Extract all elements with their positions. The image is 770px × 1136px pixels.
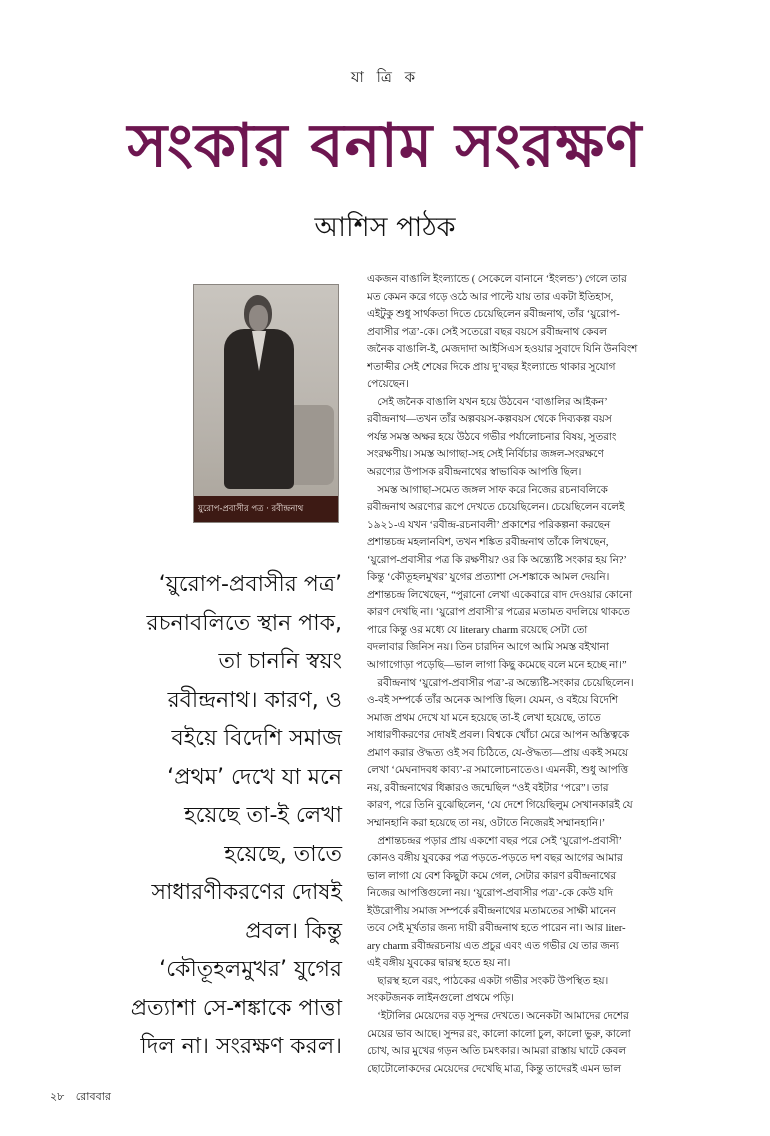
- pull-quote-line: বইয়ে বিদেশি সমাজ: [171, 726, 342, 751]
- body-line: সংরক্ষণীয়। সমস্ত আগাছা-সহ সেই নির্বিচার জঙ্গল-সংরক্ষণে: [367, 449, 604, 461]
- body-line: প্রশান্তচন্দ্র মহলানবিশ, তখন শঙ্কিত রবীন্দ্রনাথ তাঁকে লিখছেন,: [367, 537, 609, 549]
- body-line: ary charm রবীন্দ্ররচনায় এত প্রচুর এবং এত গভীর যে তার জন্য: [367, 940, 619, 952]
- body-line: ছোটোলোকদের মেয়েদের দেখেছি মাত্র, কিন্তু তাদেরই এমন ভাল: [367, 1063, 622, 1075]
- body-line: প্রশান্তচন্দ্রর পড়ার প্রায় একশো বছর পরে সেই ‘য়ুরোপ-প্রবাসী’: [367, 835, 623, 847]
- body-line: প্রমাণ করার ঔদ্ধত্য ওই সব চিঠিতে, যে-ঔদ্ধত্য—প্রায় একই সময়ে: [367, 747, 629, 759]
- pull-quote-line: ‘য়ুরোপ-প্রবাসীর পত্র’: [158, 572, 342, 597]
- body-line: শতাব্দীর সেই শেষের দিকে প্রায় দু’বছর ইংল্যান্ডে থাকার সুযোগ: [367, 361, 616, 373]
- body-line: লেখা ‘মেঘনাদবধ কাব্য’-র সমালোচনাতেও। এমনকী, শুধু আপত্তি: [367, 765, 629, 777]
- section-label: যা ত্রি ক: [350, 68, 420, 86]
- pull-quote-line: রবীন্দ্রনাথ। কারণ, ও: [167, 687, 342, 713]
- body-line: ‘ইটালির মেয়েদের বড় সুন্দর দেখতে। অনেকটা আমাদের দেশের: [367, 1010, 629, 1022]
- pull-quote-line: রচনাবলিতে স্থান পাক,: [146, 610, 342, 636]
- body-line: চোখ, আর মুখের গড়ন অতি চমৎকার। আমরা রাস্তায় ঘাটে কেবল: [367, 1046, 627, 1058]
- body-line: সাধারণীকরণের দোষই প্রবল। বিশ্বকে খোঁচা মেরে আপন অস্তিত্বকে: [367, 730, 630, 742]
- body-line: সংকটজনক লাইনগুলো প্রথমে পড়ি।: [367, 993, 514, 1005]
- body-line: তবে সেই মূর্খতার জন্য দায়ী রবীন্দ্রনাথ হতে পারেন না। আর liter-: [367, 923, 626, 935]
- photo-figure-face: [249, 305, 268, 331]
- body-line: নিজের আপত্তিগুলো নয়। ‘য়ুরোপ-প্রবাসীর পত্র’-কে কেউ যদি: [367, 888, 613, 900]
- pull-quote-line: ‘প্রথম’ দেখে যা মনে: [167, 764, 342, 790]
- pull-quote-line: ‘কৌতূহলমুখর’ যুগের: [159, 957, 342, 982]
- body-line: এইটুকু শুধু সার্থকতা দিতে চেয়েছিলেন রবীন্দ্রনাথ, তাঁর ‘য়ুরোপ-: [367, 309, 620, 321]
- body-line: প্রবাসীর পত্র’-কে। সেই সতেরো বছর বয়সে রবীন্দ্রনাথ কেবল: [367, 326, 607, 338]
- body-line: সমাজ প্রথম দেখে যা মনে হয়েছে তা-ই লেখা হয়েছে, তাতে: [367, 712, 601, 724]
- page-number: ২৮: [50, 1090, 65, 1103]
- body-line: সম্মানহানি করা হয়েছে তা নয়, ওটাতে নিজেরই সম্মানহানি।’: [367, 817, 606, 829]
- body-line: পেয়েছেন।: [367, 379, 409, 391]
- body-line: মত কেমন করে গড়ে ওঠে আর পাল্টে যায় তার একটা ইতিহাস,: [367, 291, 614, 303]
- body-line: রবীন্দ্রনাথ ‘য়ুরোপ-প্রবাসীর পত্র’-র অন্ত্যেষ্টি-সংকার চেয়েছিলেন।: [367, 677, 634, 689]
- pull-quote: [60, 566, 342, 1067]
- body-line: পর্যন্ত সমস্ত অক্ষর হয়ে উঠবে গভীর পর্যালোচনার বিষয়, সুতরাং: [367, 431, 617, 443]
- body-line: এই বঙ্গীয় যুবকের দ্বারস্থ হতে হয় না।: [367, 958, 511, 970]
- body-line: নয়, রবীন্দ্রনাথের ধিক্কারও জন্মেছিল “ওই বইটার ‘পরে”। তার: [367, 782, 609, 794]
- body-line: জনৈক বাঙালি-ই, মেজদাদা আইসিএস হওয়ার সুবাদে যিনি উনবিংশ: [367, 344, 638, 356]
- body-line: কারণ দেখছি না। ‘য়ুরোপ প্রবাসী’র পত্রের মতামত বদলিয়ে থাকতে: [367, 607, 630, 619]
- body-line: একজন বাঙালি ইংল্যান্ডে ( সেকেলে বানানে ‘ইংলন্ড’) গেলে তার: [367, 274, 627, 285]
- pull-quote-line: হয়েছে তা-ই লেখা: [184, 803, 342, 828]
- body-line: ও-বই সম্পর্কে তাঁর অনেক আপত্তি ছিল। যেমন, ও বইয়ে বিদেশি: [367, 695, 618, 707]
- body-line: আগাগোড়া পড়েছি—ভাল লাগা কিছু কমেছে বলে মনে হচ্ছে না।”: [367, 660, 627, 672]
- body-line: ইউরোপীয় সমাজ সম্পর্কে রবীন্দ্রনাথের মতামতের সাক্ষী মানেন: [367, 905, 616, 917]
- portrait-photo: [193, 284, 339, 523]
- article-title: সংকার বনাম সংরক্ষণ: [127, 111, 643, 181]
- photo-caption: য়ুরোপ-প্রবাসীর পত্র · রবীন্দ্রনাথ: [198, 504, 304, 514]
- body-line: অরণ্যের উপাসক রবীন্দ্রনাথের স্বাভাবিক আপত্তি ছিল।: [367, 467, 582, 479]
- body-line: ভাল লাগা যে বেশ কিছুটা কমে গেল, সেটার কারণ রবীন্দ্রনাথের: [367, 870, 617, 882]
- pull-quote-line: প্রত্যাশা সে-শঙ্কাকে পাত্তা: [130, 995, 342, 1021]
- body-line: কারণ, পরে তিনি বুঝেছিলেন, ‘যে দেশে গিয়েছিলুম সেখানকারই যে: [367, 800, 633, 812]
- body-line: পারে কিন্তু ওর মধ্যে যে literary charm রয়েছে সেটা তো: [367, 624, 588, 636]
- body-line: রবীন্দ্রনাথ—তখন তাঁর অল্পবয়স-কল্পবয়স থেকে দিব্যকল্প বয়স: [367, 414, 612, 426]
- article-body: [367, 271, 719, 1078]
- body-line: ‘য়ুরোপ-প্রবাসীর পত্র কি রক্ষণীয়? ওর কি অন্ত্যেষ্টি সংকার হয় নি?’: [367, 554, 627, 566]
- pull-quote-line: প্রবল। কিন্তু: [245, 918, 342, 944]
- body-line: ছারস্থ হলে বরং, পাঠকের একটা গভীর সংকট উপস্থিত হয়।: [367, 975, 609, 987]
- body-line: কোনও বঙ্গীয় যুবকের পত্র পড়তে-পড়তে দশ বছর আগের আমার: [367, 853, 623, 865]
- pull-quote-line: দিল না। সংরক্ষণ করল।: [140, 1034, 342, 1059]
- body-line: কিন্তু ‘কৌতূহলমুখর’ যুগের প্রত্যাশা সে-শঙ্কাকে আমল দেয়নি।: [367, 572, 610, 584]
- pull-quote-line: হয়েছে, তাতে: [224, 841, 342, 867]
- pull-quote-line: তা চাননি স্বয়ং: [218, 649, 342, 674]
- body-line: ১৯২১-এ যখন ‘রবীন্দ্র-রচনাবলী’ প্রকাশের পরিকল্পনা করছেন: [367, 519, 611, 531]
- author-byline: আশিস পাঠক: [314, 212, 456, 243]
- body-line: বদলাবার জিনিস নয়। তিন চারদিন আগে আমি সমস্ত বইখানা: [367, 642, 609, 654]
- magazine-name: রোববার: [75, 1090, 111, 1103]
- body-line: সেই জনৈক বাঙালি যখন হয়ে উঠবেন ‘বাঙালির আইকন’: [367, 396, 608, 408]
- body-line: সমস্ত আগাছা-সমেত জঙ্গল সাফ করে নিজের রচনাবলিকে: [367, 484, 608, 496]
- body-line: প্রশান্তচন্দ্র লিখেছেন, “পুরানো লেখা একেবারে বাদ দেওয়ার কোনো: [367, 589, 633, 601]
- pull-quote-line: সাধারণীকরণের দোষই: [151, 880, 342, 905]
- body-line: রবীন্দ্রনাথ অরণ্যের রূপে দেখতে চেয়েছিলেন। চেয়েছিলেন বলেই: [367, 502, 625, 514]
- page-footer: [50, 1088, 119, 1107]
- body-line: মেয়ের ভাব আছে। সুন্দর রং, কালো কালো চুল, কালো ভুরু, কালো: [367, 1028, 631, 1040]
